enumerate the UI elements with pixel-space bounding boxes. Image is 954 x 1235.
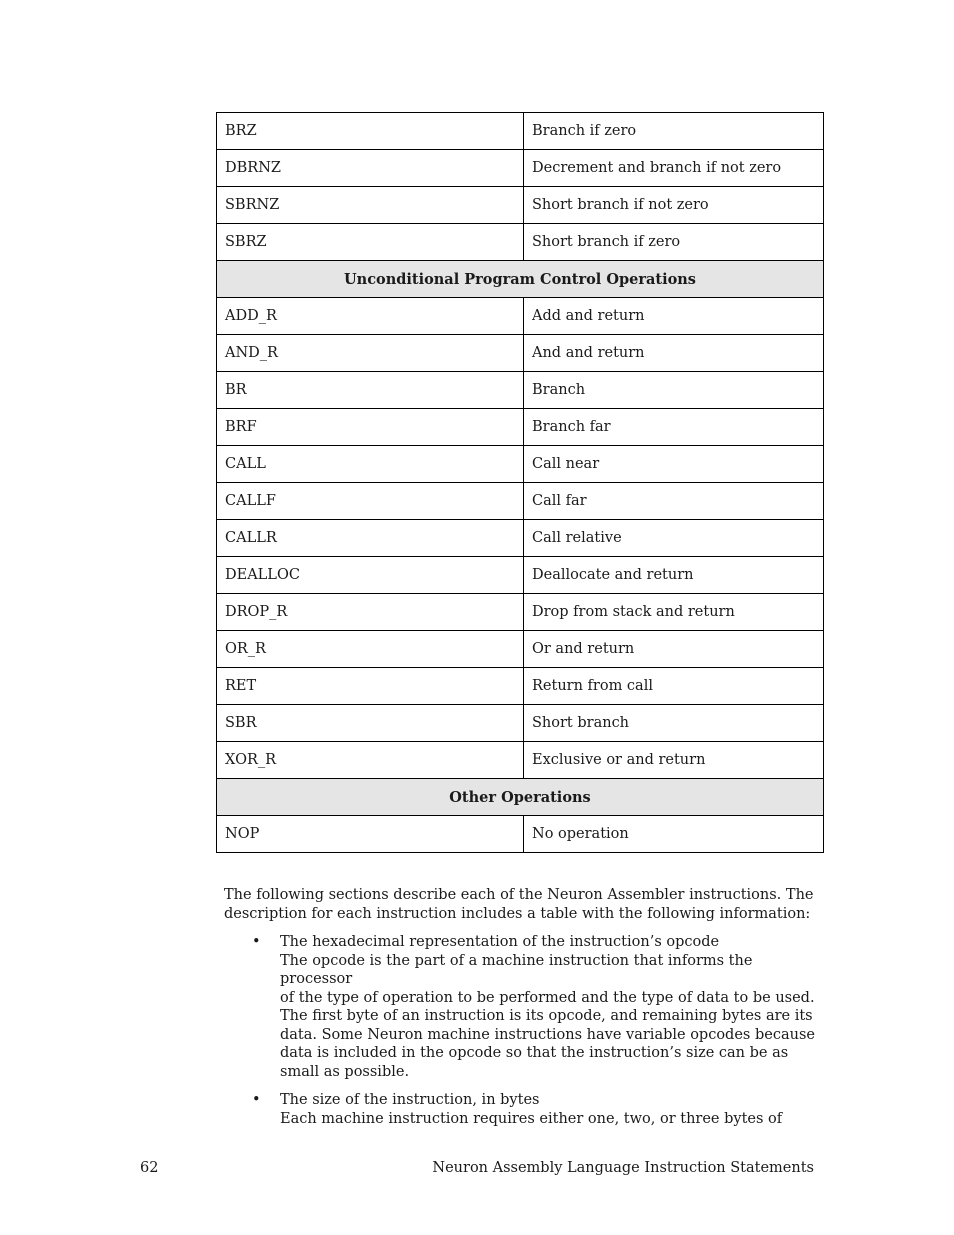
instruction-description: Short branch if not zero	[524, 187, 824, 224]
instruction-description: And and return	[524, 335, 824, 372]
instruction-mnemonic: AND_R	[217, 335, 524, 372]
table-row	[217, 224, 824, 261]
instruction-description: Return from call	[524, 668, 824, 705]
table-row	[217, 594, 824, 631]
instruction-mnemonic: ADD_R	[217, 298, 524, 335]
instruction-mnemonic: SBRNZ	[217, 187, 524, 224]
body-text	[224, 886, 824, 1138]
instruction-mnemonic: NOP	[217, 816, 524, 853]
table-row	[217, 742, 824, 779]
bullet-heading: The size of the instruction, in bytes	[280, 1092, 540, 1108]
instruction-mnemonic: DBRNZ	[217, 150, 524, 187]
instruction-table-body	[217, 113, 824, 853]
table-row	[217, 705, 824, 742]
bullet-text-line: of the type of operation to be performed and the type of data to be used.	[280, 989, 815, 1006]
instruction-mnemonic: BR	[217, 372, 524, 409]
instruction-description: Decrement and branch if not zero	[524, 150, 824, 187]
table-row	[217, 298, 824, 335]
instruction-mnemonic: SBR	[217, 705, 524, 742]
instruction-mnemonic: RET	[217, 668, 524, 705]
table-row	[217, 668, 824, 705]
section-title: Unconditional Program Control Operations	[217, 261, 824, 298]
instruction-mnemonic: SBRZ	[217, 224, 524, 261]
section-title: Other Operations	[217, 779, 824, 816]
page-number: 62	[140, 1160, 159, 1176]
instruction-description: Call relative	[524, 520, 824, 557]
instruction-description: Drop from stack and return	[524, 594, 824, 631]
table-row	[217, 483, 824, 520]
instruction-description: Branch far	[524, 409, 824, 446]
list-item	[224, 1091, 824, 1128]
instruction-description: No operation	[524, 816, 824, 853]
bullet-icon: •	[252, 1092, 261, 1108]
table-row	[217, 372, 824, 409]
instruction-description: Short branch	[524, 705, 824, 742]
bullet-text-line: Each machine instruction requires either one, two, or three bytes of	[280, 1110, 783, 1127]
table-row	[217, 816, 824, 853]
bullet-text-line: The opcode is the part of a machine instruction that informs the processor	[280, 952, 753, 987]
table-row	[217, 150, 824, 187]
table-row	[217, 335, 824, 372]
bullet-heading: The hexadecimal representation of the instruction’s opcode	[280, 934, 720, 950]
instruction-description: Branch if zero	[524, 113, 824, 150]
bullet-text-line: The first byte of an instruction is its opcode, and remaining bytes are its	[280, 1008, 813, 1024]
chapter-title: Neuron Assembly Language Instruction Statements	[432, 1160, 814, 1176]
table-row	[217, 113, 824, 150]
instruction-mnemonic: XOR_R	[217, 742, 524, 779]
table-row	[217, 557, 824, 594]
bullet-text-line: data is included in the opcode so that the instruction’s size can be as	[280, 1045, 789, 1061]
bullet-list	[224, 933, 824, 1128]
bullet-text-line: small as possible.	[280, 1063, 410, 1080]
instruction-description: Call near	[524, 446, 824, 483]
list-item	[224, 933, 824, 1081]
instruction-mnemonic: DROP_R	[217, 594, 524, 631]
bullet-icon: •	[252, 934, 261, 950]
instruction-mnemonic: CALLR	[217, 520, 524, 557]
table-row	[217, 446, 824, 483]
instruction-mnemonic: BRZ	[217, 113, 524, 150]
intro-line: The following sections describe each of the Neuron Assembler instructions. The	[224, 887, 814, 903]
instruction-mnemonic: DEALLOC	[217, 557, 524, 594]
section-header-row	[217, 779, 824, 816]
instruction-mnemonic: CALLF	[217, 483, 524, 520]
instruction-description: Add and return	[524, 298, 824, 335]
section-header-row	[217, 261, 824, 298]
instruction-description: Short branch if zero	[524, 224, 824, 261]
instruction-description: Call far	[524, 483, 824, 520]
instruction-mnemonic: OR_R	[217, 631, 524, 668]
instruction-table	[216, 112, 824, 853]
intro-paragraph	[224, 886, 824, 923]
intro-line: description for each instruction includes a table with the following information:	[224, 905, 811, 922]
table-row	[217, 520, 824, 557]
instruction-description: Exclusive or and return	[524, 742, 824, 779]
instruction-description: Deallocate and return	[524, 557, 824, 594]
instruction-mnemonic: BRF	[217, 409, 524, 446]
table-row	[217, 631, 824, 668]
instruction-description: Or and return	[524, 631, 824, 668]
instruction-mnemonic: CALL	[217, 446, 524, 483]
table-row	[217, 409, 824, 446]
instruction-description: Branch	[524, 372, 824, 409]
bullet-text-line: data. Some Neuron machine instructions have variable opcodes because	[280, 1026, 815, 1043]
table-row	[217, 187, 824, 224]
